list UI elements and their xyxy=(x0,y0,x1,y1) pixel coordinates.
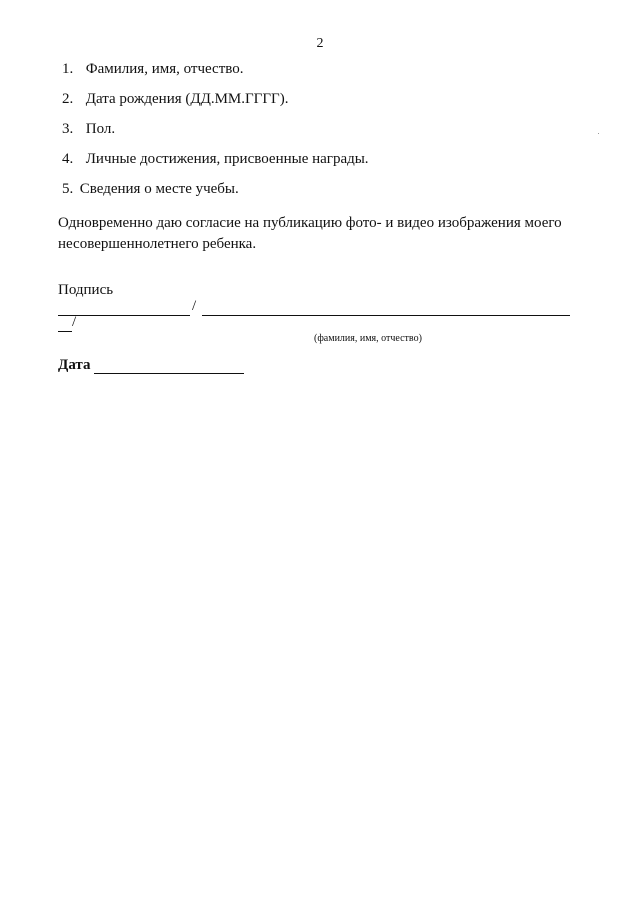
page-number: 2 xyxy=(316,36,324,51)
list-item-number: 2. xyxy=(62,91,74,107)
full-name-line-continuation xyxy=(58,331,72,332)
consent-paragraph: Одновременно даю согласие на публикацию фото- и видео изображения моего несовершеннолетнего ребенка. xyxy=(58,215,562,252)
signature-line xyxy=(58,315,190,316)
list-item-number: 4. xyxy=(62,151,74,167)
list-item-text: Пол. xyxy=(85,121,116,137)
full-name-line xyxy=(202,315,570,316)
list-item-achievements xyxy=(62,151,369,168)
full-name-caption: (фамилия, имя, отчество) xyxy=(314,333,422,344)
list-item-text: Дата рождения (ДД.ММ.ГГГГ). xyxy=(85,91,289,107)
list-item-number: 1. xyxy=(62,61,74,77)
scan-speck xyxy=(598,133,599,134)
list-item-gender xyxy=(62,121,115,138)
list-item-text: Фамилия, имя, отчество. xyxy=(85,61,244,77)
list-item-school-info xyxy=(62,181,239,198)
list-item-birth-date xyxy=(62,91,288,108)
list-item-text: Личные достижения, присвоенные награды. xyxy=(85,151,369,167)
signature-slash: / xyxy=(192,298,197,314)
list-item-full-name xyxy=(62,61,243,78)
date-line xyxy=(94,373,244,374)
signature-label: Подпись xyxy=(58,282,114,298)
full-name-slash: / xyxy=(72,314,77,330)
list-item-text: Сведения о месте учебы. xyxy=(79,181,239,197)
list-item-number: 5. xyxy=(62,181,74,197)
list-item-number: 3. xyxy=(62,121,74,137)
date-label: Дата xyxy=(58,357,91,373)
